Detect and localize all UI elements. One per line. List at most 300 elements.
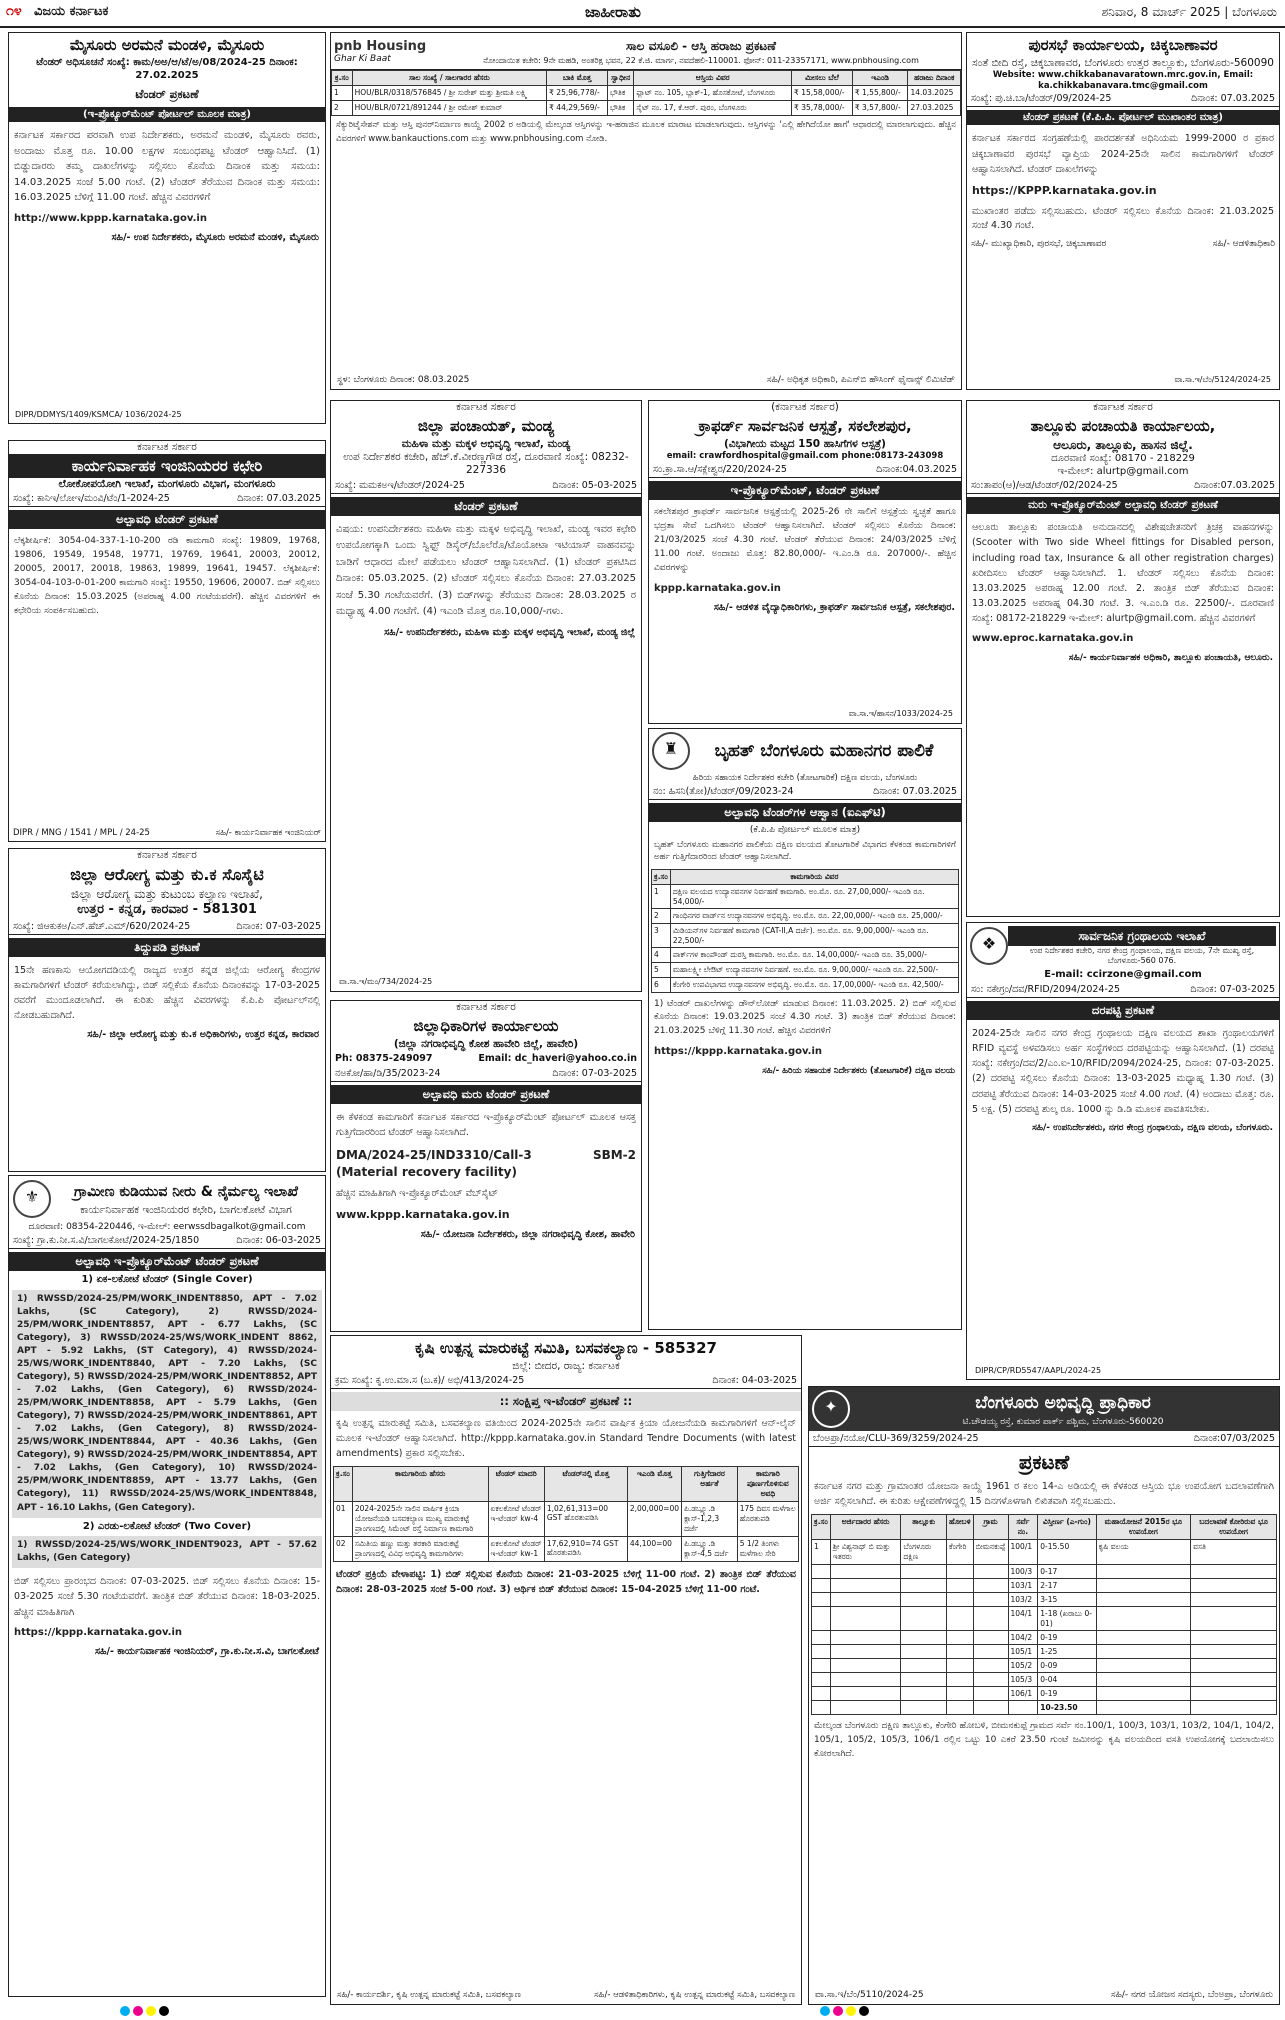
ad-body: ಈ ಕೆಳಕಂಡ ಕಾಮಗಾರಿಗೆ ಕರ್ನಾಟಕ ಸರ್ಕಾರದ ಇ-ಪ್ರೊಕ್ಯೂರ್‌ಮೆಂಟ್ ಪೋರ್ಟಲ್ ಮೂಲಕ ಆಸಕ್ತ ಗುತ್ತಿಗೆದಾರರಿಂದ ಟೆಂಡರ್ ಆಹ್ವಾನಿಸಲಾಗಿದೆ. [336, 1112, 636, 1139]
ad-date: ದಿನಾಂಕ: 07-03-2025 [236, 920, 321, 932]
table-cell: ಬೀಮನಕುಪ್ಪೆ [973, 1540, 1008, 1565]
table-row [812, 1579, 1277, 1593]
bda-col-header: ಹೋಬಳಿ [946, 1515, 973, 1540]
ad-signature: ಸಹಿ/- ಜಿಲ್ಲಾ ಆರೋಗ್ಯ ಮತ್ತು ಕು.ಕ ಅಧಿಕಾರಿಗಳು, ಉತ್ತರ ಕನ್ನಡ, ಕಾರವಾರ [87, 1029, 319, 1041]
ad-title: ಕ್ರಾಫರ್ಡ್ ಸಾರ್ವಜನಿಕ ಆಸ್ಪತ್ರೆ, ಸಕಲೇಶಪುರ, [698, 417, 912, 436]
ad-signature-left: ಸಹಿ/- ಮುಖ್ಯಾಧಿಕಾರಿ, ಪುರಸಭೆ, ಚಿಕ್ಕಬಾಣಾವರ [971, 239, 1107, 250]
ad-subtitle: ಜಿಲ್ಲಾ ಆರೋಗ್ಯ ಮತ್ತು ಕುಟುಂಬ ಕಲ್ಯಾಣ ಇಲಾಖೆ, [71, 887, 263, 902]
ad-url[interactable]: www.kppp.karnataka.gov.in [336, 1208, 510, 1222]
pnb-col-header: ಸಾಲ ಸಂಖ್ಯೆ / ಸಾಲಗಾರರ ಹೆಸರು [352, 71, 547, 86]
ad-signature-right: ಸಹಿ/- ಆಡಳಿತಾಧಿಕಾರಿಗಳು, ಕೃಷಿ ಉತ್ಪನ್ನ ಮಾರುಕಟ್ಟೆ ಸಮಿತಿ, ಬಸವಕಲ್ಯಾಣ [594, 1990, 795, 2000]
table-cell: 105/3 [1008, 1673, 1038, 1687]
ad-phone: ದೂರವಾಣಿ ಸಂಖ್ಯೆ: 08170 - 218229 [1051, 453, 1195, 465]
table-cell [1191, 1579, 1277, 1593]
ad-signature: ಸಹಿ/- ಉಪ ನಿರ್ದೇಶಕರು, ಮೈಸೂರು ಅರಮನೆ ಮಂಡಳಿ, ಮೈಸೂರು [111, 232, 319, 243]
ad-body: ಕರ್ನಾಟಕ ಸರ್ಕಾರದ ಸಂಗ್ರಹಣೆಯಲ್ಲಿ ಪಾರದರ್ಶಕತೆ ಅಧಿನಿಯಮ 1999-2000 ರ ಪ್ರಕಾರ ಚಿಕ್ಕಬಾಣಾವರ ಪುರಸಭೆ ವ್ಯಾಪ್ತಿಯ 2024-25ನೇ ಸಾಲಿನ ಕಾಮಗಾರಿಗಳಿಗೆ ಟೆಂಡರ್ ಆಹ್ವಾನಿಸಲಾಗಿದೆ. ಟೆಂಡರ್ ದಾಖಲೆಗಳನ್ನು [972, 133, 1274, 175]
ad-body: ಆಲೂರು ತಾಲ್ಲೂಕು ಪಂಚಾಯತಿ ಅನುದಾನದಲ್ಲಿ ವಿಶೇಷಚೇತನರಿಗೆ ತ್ರಿಚಕ್ರ ವಾಹನಗಳನ್ನು (Scooter with Two side Wheel fittings for Disabled person, including road tax, Insurance & all other registration charges) ಖರೀದಿಸಲು ಟೆಂಡರ್ ಆಹ್ವಾನಿಸಲಾಗಿದೆ. 1. ಟೆಂಡರ್ ಸಲ್ಲಿಸಲು ಕೊನೆಯ ದಿನಾಂಕ: 13.03.2025 ಅಪರಾಹ್ನ 12.00 ಗಂಟೆ. 2. ತಾಂತ್ರಿಕ ಬಿಡ್ ತೆರೆಯುವ ದಿನಾಂಕ: 13.03.2025 ಅಪರಾಹ್ನ 04.30 ಗಂಟೆ. 3. ಇ.ಎಂ.ಡಿ ರೂ. 22500/-. ದೂರವಾಣಿ ಸಂಖ್ಯೆ: 08172-218229 ಇ-ಮೇಲ್: alurtp@gmail.com. ಹೆಚ್ಚಿನ ವಿವರಗಳಿಗೆ [972, 522, 1274, 625]
table-cell: ಭೌತಿಕ [607, 101, 633, 116]
ad-title: ಪುರಸಭೆ ಕಾರ್ಯಾಲಯ, ಚಿಕ್ಕಬಾಣಾವರ [1028, 36, 1218, 54]
table-cell: ದಕ್ಷಿಣ ವಲಯದ ಉದ್ಯಾನವನಗಳ ನಿರ್ವಹಣೆ ಕಾಮಗಾರಿ. ಅಂ.ಮೊ. ರೂ. 27,00,000/- ಇಎಂಡಿ ರೂ. 54,000/- [670, 884, 958, 908]
ad-email[interactable]: E-mail: ccirzone@gmail.com [1044, 969, 1202, 981]
ad-strip: ಟೆಂಡರ್ ಪ್ರಕಟಣೆ (ಕೆ.ಪಿ.ಪಿ. ಪೋರ್ಟಲ್ ಮುಖಾಂತರ ಮಾತ್ರ) [967, 110, 1279, 125]
ad-body: ಕರ್ನಾಟಕ ನಗರ ಮತ್ತು ಗ್ರಾಮಾಂತರ ಯೋಜನಾ ಕಾಯ್ದೆ 1961 ರ ಕಲಂ 14-ಎ ಅಡಿಯಲ್ಲಿ ಈ ಕೆಳಕಂಡ ಆಸ್ತಿಯ ಭೂ ಉಪಯೋಗ ಬದಲಾವಣೆಗಾಗಿ ಅರ್ಜಿ ಸಲ್ಲಿಸಲಾಗಿದೆ. ಈ ಕುರಿತು ಆಕ್ಷೇಪಣೆಗಳಿದ್ದಲ್ಲಿ 15 ದಿನಗಳೊಳಗಾಗಿ ಲಿಖಿತವಾಗಿ ಸಲ್ಲಿಸಬಹುದು. [814, 1481, 1274, 1507]
ad-signature: ಸಹಿ/- ಕಾರ್ಯನಿರ್ವಾಹಕ ಅಧಿಕಾರಿ, ತಾಲ್ಲೂಕು ಪಂಚಾಯತಿ, ಆಲೂರು. [1068, 652, 1273, 663]
ad-health-society [8, 848, 326, 1172]
table-cell: 1-25 [1038, 1645, 1096, 1659]
table-cell: 2024-2025ನೇ ಸಾಲಿನ ವಾರ್ಷಿಕ ಕ್ರಿಯಾ ಯೋಜನೆಯಡಿ ಬಸವಕಲ್ಯಾಣ ಮುಖ್ಯ ಮಾರುಕಟ್ಟೆ ಪ್ರಾಂಗಣದಲ್ಲಿ ಸಿಮೆಂಟ್ ರಸ್ತೆ ನಿರ್ಮಾಣ ಕಾಮಗಾರಿ [352, 1502, 488, 1537]
table-cell [946, 1565, 973, 1579]
ad-ref: ಕ್ರಮ ಸಂಖ್ಯೆ: ಕೃ.ಉ.ಮಾ.ಸ (ಬ.ಕ)/ ಅಭಿ/413/2024-25 [335, 1375, 525, 1387]
bda-col-header: ಗ್ರಾಮ [973, 1515, 1008, 1540]
table-cell [1096, 1579, 1191, 1593]
table-cell: 4 [652, 947, 671, 962]
ad-subtitle: ಉಪ ನಿರ್ದೇಶಕರ ಕಚೇರಿ, ನಗರ ಕೇಂದ್ರ ಗ್ರಂಥಾಲಯ, ದಕ್ಷಿಣ ವಲಯ, 7ನೇ ಮುಖ್ಯ ರಸ್ತೆ, ಬೆಂಗಳೂರು-560 076. [1029, 946, 1255, 966]
ad-subtitle: ಜಿಲ್ಲೆ: ಬೀದರ, ರಾಜ್ಯ: ಕರ್ನಾಟಕ [512, 1360, 620, 1372]
ad-footer: ಸ್ಥಳ: ಬೆಂಗಳೂರು ದಿನಾಂಕ: 08.03.2025 [337, 375, 470, 385]
table-row [652, 923, 959, 947]
table-cell [901, 1687, 947, 1701]
table-cell: 100/1 [1008, 1540, 1038, 1565]
table-cell [973, 1673, 1008, 1687]
ad-strip: :: ಸಂಕ್ಷಿಪ್ತ ಇ-ಟೆಂಡರ್ ಪ್ರಕಟಣೆ :: [331, 1392, 801, 1411]
krishi-col-header: ಟೆಂಡರ್ ಮಾದರಿ [488, 1467, 544, 1502]
table-cell: 27.03.2025 [908, 101, 961, 116]
ad-subtitle: ಟಿ.ಚೌಡಯ್ಯ ರಸ್ತೆ, ಕುಮಾರ ಪಾರ್ಕ್ ಪಶ್ಚಿಮ, ಬೆಂಗಳೂರು-560020 [962, 1416, 1164, 1427]
ad-title: ತಾಲ್ಲೂಕು ಪಂಚಾಯತಿ ಕಾರ್ಯಾಲಯ, [1030, 417, 1216, 436]
ad-office: ನೋಂದಾಯಿತ ಕಚೇರಿ: 9ನೇ ಮಹಡಿ, ಅಂತರಿಕ್ಷ ಭವನ, 22 ಕೆ.ಜಿ. ಮಾರ್ಗ, ನವದೆಹಲಿ-110001. ಫೋನ್: 011-23357171, www.pnbhousing.com [483, 56, 919, 66]
ad-haveri [330, 1000, 642, 1332]
ad-strip: ಟೆಂಡರ್ ಪ್ರಕಟಣೆ [331, 497, 641, 516]
masthead [0, 0, 1285, 28]
ad-body: ಸಕಲೇಶಪುರ ಕ್ರಾಫರ್ಡ್ ಸಾರ್ವಜನಿಕ ಆಸ್ಪತ್ರೆಯಲ್ಲಿ 2025-26 ನೇ ಸಾಲಿಗೆ ಆಸ್ಪತ್ರೆಯ ಸ್ವಚ್ಛತೆ ಹಾಗೂ ಭದ್ರತಾ ಸೇವೆ ಒದಗಿಸಲು ಟೆಂಡರ್ ಆಹ್ವಾನಿಸಲಾಗಿದೆ. ಟೆಂಡರ್ ಸಲ್ಲಿಸಲು ಕೊನೆಯ ದಿನಾಂಕ: 21/03/2025 ಸಂಜೆ 4.30 ಗಂಟೆ. ಟೆಂಡರ್ ತೆರೆಯುವ ದಿನಾಂಕ: 24/03/2025 ಬೆಳಿಗ್ಗೆ 11.00 ಗಂಟೆ. ಅಂದಾಜು ಮೊತ್ತ: 82.80,000/- ಇ.ಎಂ.ಡಿ ರೂ. 207000/-. ಹೆಚ್ಚಿನ ವಿವರಗಳನ್ನು [654, 506, 956, 573]
ad-signature: ಸಹಿ/- ಅಧಿಕೃತ ಅಧಿಕಾರಿ, ಪಿಎನ್‌ಬಿ ಹೌಸಿಂಗ್ ಫೈನಾನ್ಸ್ ಲಿಮಿಟೆಡ್ [766, 375, 955, 385]
table-cell [973, 1593, 1008, 1607]
table-cell [812, 1687, 831, 1701]
table-row [812, 1607, 1277, 1631]
dipr-code: ವಾ.ಸಾ.ಇ/ಬೆಂ/5110/2024-25 [815, 1990, 924, 2000]
black-dot-icon [859, 2006, 869, 2016]
table-cell [1191, 1659, 1277, 1673]
table-cell: 2 [652, 908, 671, 923]
table-cell [1096, 1593, 1191, 1607]
ad-phone: Ph: 08375-249097 [335, 1053, 433, 1065]
table-cell: ₹ 44,29,569/- [547, 101, 608, 116]
bda-col-header: ಕ್ರ.ಸಂ [812, 1515, 831, 1540]
table-cell [830, 1645, 901, 1659]
table-cell: 105/1 [1008, 1645, 1038, 1659]
bbmp-col-header: ಕ್ರ.ಸಂ [652, 869, 671, 884]
ad-body: ಲೆಕ್ಕಶೀರ್ಷಿಕೆ: 3054-04-337-1-10-200 ರಡಿ ಕಾಮಗಾರಿ ಸಂಖ್ಯೆ: 19809, 19768, 19806, 19549, 19548, 19771, 19769, 19641, 20003, 20012, 20005, 20017, 20018, 19863, 19899, 19641, 19457. ಲೆಕ್ಕಶೀರ್ಷಿಕೆ: 3054-04-103-0-01-200 ಕಾಮಗಾರಿ ಸಂಖ್ಯೆ: 19550, 19606, 20007. ಬಿಡ್ ಸಲ್ಲಿಸಲು ಕೊನೆಯ ದಿನಾಂಕ: 15.03.2025 (ಅಪರಾಹ್ನ 4.00 ಗಂಟೆಯವರೆಗೆ). ಹೆಚ್ಚಿನ ವಿವರಗಳಿಗೆ ಈ ಕಛೇರಿಯ ಸಂಪರ್ಕಿಸಬಹುದು. [14, 536, 320, 616]
table-cell: 10-23.50 [1038, 1701, 1096, 1715]
cyan-dot-icon [120, 2006, 130, 2016]
table-cell [1191, 1701, 1277, 1715]
ad-date: ದಿನಾಂಕ: 07.03.2025 [1191, 93, 1275, 105]
table-cell [973, 1579, 1008, 1593]
table-cell: 44,100=00 [627, 1537, 681, 1562]
ad-url[interactable]: https://kppp.karnataka.gov.in [654, 1046, 823, 1058]
dipr-code: DIPR/CP/RD5547/AAPL/2024-25 [975, 1366, 1102, 1375]
ad-date: ದಿನಾಂಕ: 05-03-2025 [552, 479, 637, 491]
page-number: ೧೪ [6, 3, 22, 19]
ad-strip: ಟೆಂಡರ್ ಪ್ರಕಟಣೆ [135, 87, 199, 101]
table-cell: 106/1 [1008, 1687, 1038, 1701]
yellow-dot-icon [146, 2006, 156, 2016]
bda-col-header: ಸರ್ವೆ ನಂ. [1008, 1515, 1038, 1540]
ad-strip: ಪ್ರಕಟಣೆ [1018, 1450, 1070, 1474]
ad-url[interactable]: http://www.kppp.karnataka.gov.in [14, 212, 207, 224]
table-cell: 0-15.50 [1038, 1540, 1096, 1565]
table-cell: ಸೈಟ್ ನಂ. 17, ಕೆ.ಆರ್. ಪುರಂ, ಬೆಂಗಳೂರು [634, 101, 792, 116]
ad-title: ಮೈಸೂರು ಅರಮನೆ ಮಂಡಳಿ, ಮೈಸೂರು [69, 36, 265, 54]
ad-strip: ಮರು ಇ-ಪ್ರೊಕ್ಯೂರ್‌ಮೆಂಟ್ ಅಲ್ಪಾವಧಿ ಟೆಂಡರ್ ಪ್ರಕಟಣೆ [967, 497, 1279, 514]
table-cell [901, 1645, 947, 1659]
ad-date: ದಿನಾಂಕ: 04-03-2025 [712, 1375, 797, 1387]
bbmp-emblem-icon: ♜ [652, 732, 690, 770]
ad-subtitle: ಸಂತೆ ಬೀದಿ ರಸ್ತೆ, ಚಿಕ್ಕಬಾಣಾವರ, ಬೆಂಗಳೂರು ಉತ್ತರ ತಾಲ್ಲೂಕು, ಬೆಂಗಳೂರು-560090 [972, 57, 1274, 69]
table-cell [1191, 1607, 1277, 1631]
table-cell [830, 1593, 901, 1607]
ad-ref: ನಅಕೋ/ಹಾ/ಡಿ/35/2023-24 [335, 1068, 441, 1080]
ad-date: ದಿನಾಂಕ:07/03/2025 [1193, 1433, 1275, 1444]
table-cell: HOU/BLR/0721/891244 / ಶ್ರೀ ರಮೇಶ್ ಕುಮಾರ್ [352, 101, 547, 116]
table-cell [830, 1565, 901, 1579]
table-cell [946, 1631, 973, 1645]
table-row [652, 908, 959, 923]
table-cell [1191, 1673, 1277, 1687]
ad-signature: ಸಹಿ/- ಯೋಜನಾ ನಿರ್ದೇಶಕರು, ಜಿಲ್ಲಾ ನಗರಾಭಿವೃದ್ಧಿ ಕೋಶ, ಹಾವೇರಿ [420, 1229, 635, 1241]
ad-contact[interactable]: email: crawfordhospital@gmail.com phone:08173-243098 [666, 451, 944, 462]
pnb-col-header: ಆಸ್ತಿಯ ವಿವರ [634, 71, 792, 86]
table-cell [901, 1593, 947, 1607]
cover-two-heading: 2) ಎರಡು-ಲಕೋಟೆ ಟೆಂಡರ್ (Two Cover) [82, 1520, 252, 1532]
table-cell [812, 1565, 831, 1579]
ad-ref: ಸಂಖ್ಯೆ: ಗ್ರಾ.ಕು.ನೀ.ಸ.ವಿ/ಬಾಗಲಕೋಟೆ/2024-25/1850 [13, 1235, 200, 1247]
table-cell: ₹ 15,58,000/- [792, 86, 853, 101]
krishi-col-header: ಕ್ರ.ಸಂ [334, 1467, 353, 1502]
table-cell [973, 1645, 1008, 1659]
table-cell: 01 [334, 1502, 353, 1537]
gov-label: ಕರ್ನಾಟಕ ಸರ್ಕಾರ [137, 849, 197, 861]
table-cell: 175 ದಿವಸ ಮಳೆಗಾಲ ಹೊರತುಪಡಿ [737, 1502, 798, 1537]
ad-crawford-hospital [648, 400, 962, 724]
table-cell: 5 1/2 ತಿಂಗಳು ಮಳೆಗಾಲ ಸೇರಿ [737, 1537, 798, 1562]
works-table [651, 869, 959, 993]
pnb-col-header: ಇಎಂಡಿ [852, 71, 908, 86]
table-cell: ಗಾಂಧಿನಗರ ವಾರ್ಡ್‌ನ ಉದ್ಯಾನವನಗಳ ಅಭಿವೃದ್ಧಿ. ಅಂ.ಮೊ. ರೂ. 22,00,000/- ಇಎಂಡಿ ರೂ. 25,000/- [670, 908, 958, 923]
table-cell [901, 1565, 947, 1579]
bda-col-header: ತಾಲ್ಲೂಕು [901, 1515, 947, 1540]
table-cell: ₹ 3,57,800/- [852, 101, 908, 116]
yellow-dot-icon [846, 2006, 856, 2016]
table-cell [946, 1701, 973, 1715]
ad-ref: ಟೆಂಡರ್ ಅಧಿಸೂಚನೆ ಸಂಖ್ಯೆ: ಕಾಮ/ಅಅ/ಆ/ಟೆ/ಅ/08/2024-25 ದಿನಾಂಕ: 27.02.2025 [36, 57, 298, 81]
table-cell [830, 1579, 901, 1593]
gov-label: ಕರ್ನಾಟಕ ಸರ್ಕಾರ [456, 1001, 516, 1013]
dipr-code: ವಾ.ಸಾ.ಇ/ಮಂ/734/2024-25 [339, 977, 433, 986]
table-cell: 1 [812, 1540, 831, 1565]
table-cell: ಏಕಲಕೋಟೆ ಟೆಂಡರ್ ಇ-ಟೆಂಡರ್ kw-4 [488, 1502, 544, 1537]
table-cell [946, 1645, 973, 1659]
ad-mandya [330, 400, 642, 992]
table-cell [812, 1579, 831, 1593]
table-cell [830, 1659, 901, 1673]
table-cell [1191, 1631, 1277, 1645]
ad-title: ಜಿಲ್ಲಾ ಪಂಚಾಯತ್, ಮಂಡ್ಯ [417, 417, 555, 436]
gov-label: ಕರ್ನಾಟಕ ಸರ್ಕಾರ [137, 441, 197, 453]
table-cell: 105/2 [1008, 1659, 1038, 1673]
table-cell [901, 1673, 947, 1687]
table-row [332, 101, 961, 116]
table-cell: ಕೆಂಗೇರಿ ಉಪವಿಭಾಗದ ಉದ್ಯಾನವನಗಳ ಅಭಿವೃದ್ಧಿ. ಅಂ.ಮೊ. ರೂ. 17,00,000/- ಇಎಂಡಿ ರೂ. 42,500/- [670, 977, 958, 992]
emblem-icon: ⚜ [13, 1180, 51, 1218]
table-cell: 1-18 (ಖರಾಬು 0-01) [1038, 1607, 1096, 1631]
work-list-two: 1) RWSSD/2024-25/WS/WORK_INDENT9023, APT - 57.62 Lakhs, (Gen Category) [12, 1536, 322, 1568]
table-cell [1096, 1687, 1191, 1701]
table-cell: ಮಹಾಲಕ್ಷ್ಮೀ ಲೇಔಟ್ ಉದ್ಯಾನವನಗಳ ನಿರ್ವಹಣೆ. ಅಂ.ಮೊ. ರೂ. 9,00,000/- ಇಎಂಡಿ ರೂ. 22,500/- [670, 962, 958, 977]
ad-address: ಉತ್ತರ - ಕನ್ನಡ, ಕಾರವಾರ - 581301 [77, 902, 257, 918]
table-cell: 0-17 [1038, 1565, 1096, 1579]
ad-bbmp [648, 728, 962, 1330]
table-cell: ಶ್ರೀ ವಿಶ್ವನಾಥ್ ಬಿ ಮತ್ತು ಇತರರು [830, 1540, 901, 1565]
cyan-dot-icon [820, 2006, 830, 2016]
table-cell: ಮಿಡಿಯನ್‌ಗಳ ನಿರ್ವಹಣೆ ಕಾಮಗಾರಿ (CAT-II,A ದರ್ಜೆ). ಅಂ.ಮೊ. ರೂ. 9,00,000/- ಇಎಂಡಿ ರೂ. 22,500/- [670, 923, 958, 947]
table-cell: 0-09 [1038, 1659, 1096, 1673]
ad-subtitle: (ವಿಭಾಗೀಯ ಮಟ್ಟದ 150 ಹಾಸಿಗೆಗಳ ಆಸ್ಪತ್ರೆ) [724, 438, 886, 451]
ad-ref: ಸಂಖ್ಯೆ: ಮಮಕಅಇ/ಟೆಂಡರ್/2024-25 [335, 479, 465, 491]
ad-signature: ಸಹಿ/- ಉಪನಿರ್ದೇಶಕರು, ಮಹಿಳಾ ಮತ್ತು ಮಕ್ಕಳ ಅಭಿವೃದ್ಧಿ ಇಲಾಖೆ, ಮಂಡ್ಯ ಜಿಲ್ಲೆ [384, 626, 635, 638]
bda-col-header: ಅರ್ಜಿದಾರರ ಹೆಸರು [830, 1515, 901, 1540]
bda-emblem-icon: ✦ [812, 1390, 850, 1428]
ad-body: 15ನೇ ಹಣಕಾಸು ಆಯೋಗದಡಿಯಲ್ಲಿ ರಾಜ್ಯದ ಉತ್ತರ ಕನ್ನಡ ಜಿಲ್ಲೆಯ ಆರೋಗ್ಯ ಕೇಂದ್ರಗಳ ಕಾಮಗಾರಿಗಳಿಗೆ ಟೆಂಡರ್ ಕರೆಯಲಾಗಿದ್ದು, ಬಿಡ್ ಸಲ್ಲಿಕೆಯ ಕೊನೆಯ ದಿನಾಂಕವನ್ನು 17-03-2025 ರವರೆಗೆ ಮುಂದೂಡಲಾಗಿದೆ. ಈ ಕುರಿತು ಹೆಚ್ಚಿನ ವಿವರಗಳನ್ನು ಕೆ.ಪಿ.ಪಿ ಪೋರ್ಟಲ್‌ನಲ್ಲಿ ನೋಡಬಹುದಾಗಿದೆ. [14, 964, 320, 1022]
table-cell [1191, 1593, 1277, 1607]
table-cell: ₹ 25,96,778/- [547, 86, 608, 101]
table-cell [1096, 1565, 1191, 1579]
table-cell [946, 1607, 973, 1631]
table-cell: ಏಕಲಕೋಟೆ ಟೆಂಡರ್ ಇ-ಟೆಂಡರ್ kw-1 [488, 1537, 544, 1562]
bda-col-header: ವಿಸ್ತೀರ್ಣ (ಎ-ಗುಂ) [1038, 1515, 1096, 1540]
table-cell [830, 1607, 901, 1631]
table-cell: 0-04 [1038, 1673, 1096, 1687]
table-cell: 3 [652, 923, 671, 947]
table-cell [1191, 1565, 1277, 1579]
table-row [812, 1659, 1277, 1673]
table-cell: 14.03.2025 [908, 86, 961, 101]
table-cell [1096, 1631, 1191, 1645]
ad-url[interactable]: kppp.karnataka.gov.in [654, 582, 781, 594]
ad-ref: ಸಂಖ್ಯೆ: ಜಿಆಕುಕಅ/ಎನ್.ಹೆಚ್.ಎಮ್/620/2024-25 [13, 920, 191, 932]
land-use-table [811, 1514, 1277, 1715]
table-cell [946, 1593, 973, 1607]
table-row [812, 1687, 1277, 1701]
ad-body: ವಿಷಯ: ಉಪನಿರ್ದೇಶಕರು ಮಹಿಳಾ ಮತ್ತು ಮಕ್ಕಳ ಅಭಿವೃದ್ಧಿ ಇಲಾಖೆ, ಮಂಡ್ಯ ಇವರ ಕಛೇರಿ ಉಪಯೋಗಕ್ಕಾಗಿ ಒಂದು ಸ್ವಿಫ್ಟ್ ಡಿಸೈರ್/ಬೊಲೆರೊ/ಟೊಯೋಟಾ ಇಟಿಯಾಸ್ ವಾಹನವನ್ನು ಬಾಡಿಗೆ ಆಧಾರದ ಮೇಲೆ ಪಡೆಯಲು ಟೆಂಡರ್ ಆಹ್ವಾನಿಸಲಾಗಿದೆ. (1) ಟೆಂಡರ್ ಪ್ರಕಟಿಸಿದ ದಿನಾಂಕ: 05.03.2025. (2) ಟೆಂಡರ್ ಸಲ್ಲಿಸಲು ಕೊನೆಯ ದಿನಾಂಕ: 27.03.2025 ಸಂಜೆ 5.30 ಗಂಟೆಯವರೆಗೆ. (3) ಬಿಡ್‌ಗಳನ್ನು ತೆರೆಯುವ ದಿನಾಂಕ: 28.03.2025 ರ ಮಧ್ಯಾಹ್ನ 4.00 ಗಂಟೆಗೆ. (4) ಇಎಂಡಿ ಮೊತ್ತ ರೂ.10,000/-ಗಳು. [336, 523, 636, 617]
ad-title: ಕಾರ್ಯನಿರ್ವಾಹಕ ಇಂಜಿನಿಯರರ ಕಛೇರಿ [9, 454, 325, 478]
table-cell [973, 1607, 1008, 1631]
ad-title: ಬೆಂಗಳೂರು ಅಭಿವೃದ್ಧಿ ಪ್ರಾಧಿಕಾರ [975, 1393, 1151, 1414]
work-code: DMA/2024-25/IND3310/Call-3 SBM-2 (Material recovery facility) [336, 1147, 636, 1180]
table-cell [812, 1701, 831, 1715]
table-cell: 3-15 [1038, 1593, 1096, 1607]
ad-date: ದಿನಾಂಕ:07.03.2025 [1194, 480, 1275, 492]
ad-signature: ಸಹಿ/- ಹಿರಿಯ ಸಹಾಯಕ ನಿರ್ದೇಶಕರು (ತೋಟಗಾರಿಕೆ) ದಕ್ಷಿಣ ವಲಯ [762, 1065, 955, 1076]
table-cell [973, 1631, 1008, 1645]
ad-ee-mangalore [8, 440, 326, 842]
table-cell [1191, 1645, 1277, 1659]
ad-body-2: ಹೆಚ್ಚಿನ ಮಾಹಿತಿಗಾಗಿ ಇ-ಪ್ರೊಕ್ಯೂರ್‌ಮೆಂಟ್ ವೆಬ್‌ಸೈಟ್ [336, 1188, 498, 1200]
pnb-col-header: ಮೀಸಲು ಬೆಲೆ [792, 71, 853, 86]
ad-date: ದಿನಾಂಕ: 07.03.2025 [237, 493, 321, 505]
section-title: ಜಾಹೀರಾತು [585, 3, 641, 21]
table-cell [973, 1687, 1008, 1701]
ad-body: 1) ಟೆಂಡರ್ ದಾಖಲೆಗಳನ್ನು ಡೌನ್‌ಲೋಡ್ ಮಾಡುವ ದಿನಾಂಕ: 11.03.2025. 2) ಬಿಡ್ ಸಲ್ಲಿಸುವ ಕೊನೆಯ ದಿನಾಂಕ: 19.03.2025 ಸಂಜೆ 4.30 ಗಂಟೆ. 3) ತಾಂತ್ರಿಕ ಬಿಡ್ ತೆರೆಯುವ ದಿನಾಂಕ: 21.03.2025 ಬೆಳಿಗ್ಗೆ 11.30 ಗಂಟೆ. ಹೆಚ್ಚಿನ ವಿವರಗಳಿಗೆ [654, 998, 956, 1037]
table-total-row [812, 1701, 1277, 1715]
krishi-col-header: ಟೆಂಡರ್‌ನಲ್ಲಿ ಮೊತ್ತ [544, 1467, 627, 1502]
ad-title: ಕೃಷಿ ಉತ್ಪನ್ನ ಮಾರುಕಟ್ಟೆ ಸಮಿತಿ, ಬಸವಕಲ್ಯಾಣ - 585327 [415, 1339, 717, 1357]
newspaper-brand: ವಿಜಯ ಕರ್ನಾಟಕ [34, 4, 109, 19]
table-cell [830, 1687, 901, 1701]
ad-strip: ಅಲ್ಪಾವಧಿ ಇ-ಪ್ರೊಕ್ಯೂರ್‌ಮೆಂಟ್ ಟೆಂಡರ್ ಪ್ರಕಟಣೆ [9, 1252, 325, 1271]
table-cell: ಕೃಷಿ ವಲಯ [1096, 1540, 1191, 1565]
ad-signature: ಸಹಿ/- ನಗರ ಯೋಜನ ಸದಸ್ಯರು, ಬೆಂಅಪ್ರಾ, ಬೆಂಗಳೂರು [1110, 1990, 1273, 2000]
ad-body: ಸೆಕ್ಯುರಿಟೈಸೇಶನ್ ಮತ್ತು ಆಸ್ತಿ ಪುನರ್‌ನಿರ್ಮಾಣ ಕಾಯ್ದೆ 2002 ರ ಅಡಿಯಲ್ಲಿ ಮೇಲ್ಕಂಡ ಆಸ್ತಿಗಳನ್ನು ಇ-ಹರಾಜಿನ ಮೂಲಕ ಮಾರಾಟ ಮಾಡಲಾಗುವುದು. ಆಸ್ತಿಗಳನ್ನು 'ಎಲ್ಲಿ ಹೇಗಿದೆಯೋ ಹಾಗೆ' ಆಧಾರದಲ್ಲಿ ಮಾರಲಾಗುವುದು. ಹೆಚ್ಚಿನ ವಿವರಗಳಿಗೆ www.bankauctions.com ಮತ್ತು www.pnbhousing.com ನೋಡಿ. [336, 120, 956, 144]
ad-signature: ಸಹಿ/- ಕಾರ್ಯನಿರ್ವಾಹಕ ಇಂಜಿನಿಯರ್, ಗ್ರಾ.ಕು.ನೀ.ಸ.ವಿ, ಬಾಗಲಕೋಟೆ [94, 1646, 319, 1658]
ad-rwssd-bagalkot [8, 1175, 326, 1997]
ad-date: ದಿನಾಂಕ: 07-03-2025 [552, 1068, 637, 1080]
table-row [334, 1502, 799, 1537]
ad-subtitle: ಹಿರಿಯ ಸಹಾಯಕ ನಿರ್ದೇಶಕರ ಕಚೇರಿ (ತೋಟಗಾರಿಕೆ) ದಕ್ಷಿಣ ವಲಯ, ಬೆಂಗಳೂರು [692, 773, 918, 783]
table-row [652, 962, 959, 977]
pnb-logo: pnb Housing [334, 38, 427, 54]
table-row [812, 1631, 1277, 1645]
gov-label: (ಕರ್ನಾಟಕ ಸರ್ಕಾರ) [771, 401, 839, 413]
table-cell [812, 1593, 831, 1607]
ad-signature: ಸಹಿ/- ಆಡಳಿತ ವೈದ್ಯಾಧಿಕಾರಿಗಳು, ಕ್ರಾಫರ್ಡ್ ಸಾರ್ವಜನಿಕ ಆಸ್ಪತ್ರೆ, ಸಕಲೇಶಪುರ. [713, 602, 955, 614]
gov-label: ಕರ್ನಾಟಕ ಸರ್ಕಾರ [1093, 401, 1153, 413]
table-row [652, 977, 959, 992]
table-cell [812, 1659, 831, 1673]
ad-subtitle: ಕಾರ್ಯನಿರ್ವಾಹಕ ಇಂಜಿನಿಯರರ ಕಛೇರಿ, ಬಾಗಲಕೋಟೆ ವಿಭಾಗ [80, 1203, 292, 1216]
ad-intro: ಬೃಹತ್ ಬೆಂಗಳೂರು ಮಹಾನಗರ ಪಾಲಿಕೆಯ ದಕ್ಷಿಣ ವಲಯದ ತೋಟಗಾರಿಕೆ ವಿಭಾಗದ ಕೆಳಕಂಡ ಕಾಮಗಾರಿಗಳಿಗೆ ಅರ್ಹ ಗುತ್ತಿಗೆದಾರರಿಂದ ಟೆಂಡರ್ ಆಹ್ವಾನಿಸಲಾಗಿದೆ. [654, 839, 956, 863]
table-cell [946, 1659, 973, 1673]
table-cell: 100/3 [1008, 1565, 1038, 1579]
ad-strip: ಅಲ್ಪಾವಧಿ ಟೆಂಡರ್‌ಗಳ ಆಹ್ವಾನ (ಐಎಫ್‌ಟಿ) [649, 803, 961, 822]
ad-url[interactable]: www.eproc.karnataka.gov.in [972, 633, 1134, 645]
ad-strip: ಇ-ಪ್ರೊಕ್ಯೂರ್‌ಮೆಂಟ್, ಟೆಂಡರ್ ಪ್ರಕಟಣೆ [649, 481, 961, 500]
table-cell [1096, 1607, 1191, 1631]
ad-apmc-basavakalyan [330, 1335, 802, 2005]
ad-date: ದಿನಾಂಕ:04.03.2025 [876, 463, 957, 475]
ad-url[interactable]: https://kppp.karnataka.gov.in [14, 1626, 183, 1638]
dipr-code: DIPR / MNG / 1541 / MPL / 24-25 [13, 828, 150, 838]
table-cell [1008, 1701, 1038, 1715]
ad-ref: ಬೆಂಅಪ್ರಾ/ನಯೋ/CLU-369/3259/2024-25 [813, 1433, 979, 1444]
ad-ref: ಸಂಖ್ಯೆ: ಕಾನಿಇ/ಲೋಇ/ಮಂವಿ/ಟೆಂ/1-2024-25 [13, 493, 170, 505]
table-cell: 17,62,910=74 GST ಹೊರತುಪಡಿಸಿ [544, 1537, 627, 1562]
ad-address: ಉಪ ನಿರ್ದೇಶಕರ ಕಚೇರಿ, ಹೆಚ್.ಕೆ.ವೀರಣ್ಣಗೌಡ ರಸ್ತೆ, ದೂರವಾಣಿ ಸಂಖ್ಯೆ: 08232-227336 [343, 451, 629, 477]
table-row [812, 1565, 1277, 1579]
table-row [812, 1540, 1277, 1565]
table-cell [812, 1645, 831, 1659]
table-cell [946, 1673, 973, 1687]
table-cell [901, 1631, 947, 1645]
dipr-code: DIPR/DDMYS/1409/KSMCA/ 1036/2024-25 [15, 410, 182, 419]
table-cell: HOU/BLR/0318/576845 / ಶ್ರೀ ಸುರೇಶ್ ಮತ್ತು ಶ್ರೀಮತಿ ಲಕ್ಷ್ಮಿ [352, 86, 547, 101]
ad-mysore-palace [8, 32, 326, 424]
issue-date: ಶನಿವಾರ, 8 ಮಾರ್ಚ್ 2025 | ಬೆಂಗಳೂರು [1101, 5, 1277, 19]
ad-subtitle: ಲೋಕೋಪಯೋಗಿ ಇಲಾಖೆ, ಮಂಗಳೂರು ವಿಭಾಗ, ಮಂಗಳೂರು [58, 478, 276, 491]
table-cell: ಪಿ.ಡಬ್ಲ್ಯೂ.ಡಿ ಕ್ಲಾಸ್-1,2,3 ದರ್ಜೆ [682, 1502, 738, 1537]
ad-title: ಗ್ರಾಮೀಣ ಕುಡಿಯುವ ನೀರು & ನೈರ್ಮಲ್ಯ ಇಲಾಖೆ [74, 1184, 298, 1201]
auction-table [331, 70, 961, 116]
table-row [652, 884, 959, 908]
table-cell: ₹ 1,55,800/- [852, 86, 908, 101]
table-cell: 0-19 [1038, 1631, 1096, 1645]
black-dot-icon [159, 2006, 169, 2016]
ad-title: ಜಿಲ್ಲಾಧಿಕಾರಿಗಳ ಕಾರ್ಯಾಲಯ [413, 1017, 559, 1036]
pnb-col-header: ಬಾಕಿ ಮೊತ್ತ [547, 71, 608, 86]
table-cell: 104/1 [1008, 1607, 1038, 1631]
table-cell: 6 [652, 977, 671, 992]
table-cell [812, 1607, 831, 1631]
ad-strip: ಅಲ್ಪಾವಧಿ ಮರು ಟೆಂಡರ್ ಪ್ರಕಟಣೆ [331, 1085, 641, 1104]
table-cell [901, 1701, 947, 1715]
table-cell [1096, 1659, 1191, 1673]
table-cell [973, 1565, 1008, 1579]
ad-contact: ದೂರವಾಣಿ: 08354-220446, ಇ-ಮೇಲ್: eerwssdbagalkot@gmail.com [28, 1222, 306, 1232]
table-cell [901, 1607, 947, 1631]
ad-body-2: ಮೇಲ್ಕಂಡ ಬೆಂಗಳೂರು ದಕ್ಷಿಣ ತಾಲ್ಲೂಕು, ಕೆಂಗೇರಿ ಹೋಬಳಿ, ಬೀಮನಕುಪ್ಪೆ ಗ್ರಾಮದ ಸರ್ವೆ ನಂ.100/1, 100/3, 103/1, 103/2, 104/1, 104/2, 105/1, 105/2, 105/3, 106/1 ರಲ್ಲಿನ ಒಟ್ಟು 10 ಎಕರೆ 23.50 ಗುಂಟೆ ಜಮೀನನ್ನು ಕೃಷಿ ವಲಯದಿಂದ ವಸತಿ ಉಪಯೋಗಕ್ಕೆ ಬದಲಾಯಿಸಲು ಕೋರಲಾಗಿದೆ. [814, 1721, 1274, 1760]
table-cell: 104/2 [1008, 1631, 1038, 1645]
table-cell: 1 [652, 884, 671, 908]
table-cell [830, 1631, 901, 1645]
table-cell: 1 [332, 86, 353, 101]
table-cell [830, 1673, 901, 1687]
ad-body: ಕೃಷಿ ಉತ್ಪನ್ನ ಮಾರುಕಟ್ಟೆ ಸಮಿತಿ, ಬಸವಕಲ್ಯಾಣ ವತಿಯಿಂದ 2024-2025ನೇ ಸಾಲಿನ ವಾರ್ಷಿಕ ಕ್ರಿಯಾ ಯೋಜನೆಯಡಿ ಕಾಮಗಾರಿಗಳಿಗೆ ಆನ್-ಲೈನ್ ಮೂಲಕ ಇ-ಟೆಂಡರ್ ಆಹ್ವಾನಿಸಲಾಗಿದೆ. http://kppp.karnataka.gov.in Standard Tendre Documents (with latest amendments) ಪ್ರಕಾರ ಸಲ್ಲಿಸಬೇಕು. [336, 1418, 796, 1459]
table-cell: 1,02,61,313=00 GST ಹೊರತುಪಡಿಸಿ [544, 1502, 627, 1537]
ad-email[interactable]: ಇ-ಮೇಲ್: alurtp@gmail.com [1057, 465, 1189, 477]
ad-email[interactable]: Email: dc_haveri@yahoo.co.in [478, 1053, 637, 1065]
ad-url[interactable]: https://KPPP.karnataka.gov.in [972, 183, 1157, 197]
table-row [812, 1593, 1277, 1607]
krishi-col-header: ಕಾಮಗಾರಿಯ ಹೆಸರು [352, 1467, 488, 1502]
ad-date: ದಿನಾಂಕ: 07-03-2025 [1190, 983, 1275, 995]
ad-title: ಬೃಹತ್ ಬೆಂಗಳೂರು ಮಹಾನಗರ ಪಾಲಿಕೆ [714, 740, 934, 761]
ad-public-library [966, 922, 1280, 1380]
ad-title: ಜಿಲ್ಲಾ ಆರೋಗ್ಯ ಮತ್ತು ಕು.ಕ ಸೊಸೈಟಿ [70, 865, 264, 885]
cover-single-heading: 1) ಏಕ-ಲಕೋಟೆ ಟೆಂಡರ್ (Single Cover) [81, 1274, 253, 1286]
ad-chikkabanavara [966, 32, 1280, 390]
ad-pnb-housing [330, 32, 962, 390]
ad-strip: ಅಲ್ಪಾವಧಿ ಟೆಂಡರ್ ಪ್ರಕಟಣೆ [9, 510, 325, 529]
table-cell [901, 1659, 947, 1673]
table-cell: 2,00,000=00 [627, 1502, 681, 1537]
table-cell: 103/1 [1008, 1579, 1038, 1593]
ad-ref: ಸಂ: ನಕೇಗ್ರಂ/ದವ/RFID/2094/2024-25 [971, 983, 1120, 995]
table-row [334, 1537, 799, 1562]
table-cell: 0-19 [1038, 1687, 1096, 1701]
table-cell [830, 1701, 901, 1715]
pnb-tagline: Ghar Ki Baat [334, 53, 391, 64]
gov-label: ಕರ್ನಾಟಕ ಸರ್ಕಾರ [456, 401, 516, 413]
pnb-col-header: ಕ್ರ.ಸಂ [332, 71, 353, 86]
table-cell: ಕೆಂಗೇರಿ [946, 1540, 973, 1565]
ad-web[interactable]: Website: www.chikkabanavaratown.mrc.gov.in, Email: ka.chikkabanavara.tmc@gmail.com [992, 70, 1254, 91]
table-cell [973, 1659, 1008, 1673]
ad-signature-right: ಸಹಿ/- ಆಡಳಿತಾಧಿಕಾರಿ [1212, 239, 1275, 250]
table-cell: ₹ 35,78,000/- [792, 101, 853, 116]
table-cell: ಬೆಂಗಳೂರು ದಕ್ಷಿಣ [901, 1540, 947, 1565]
table-cell [1191, 1687, 1277, 1701]
table-cell: ಪಾರ್ಕ್‌ಗಳ ಕಾಂಪೌಂಡ್ ದುರಸ್ತಿ ಕಾಮಗಾರಿ. ಅಂ.ಮೊ. ರೂ. 14,00,000/- ಇಎಂಡಿ ರೂ. 35,000/- [670, 947, 958, 962]
